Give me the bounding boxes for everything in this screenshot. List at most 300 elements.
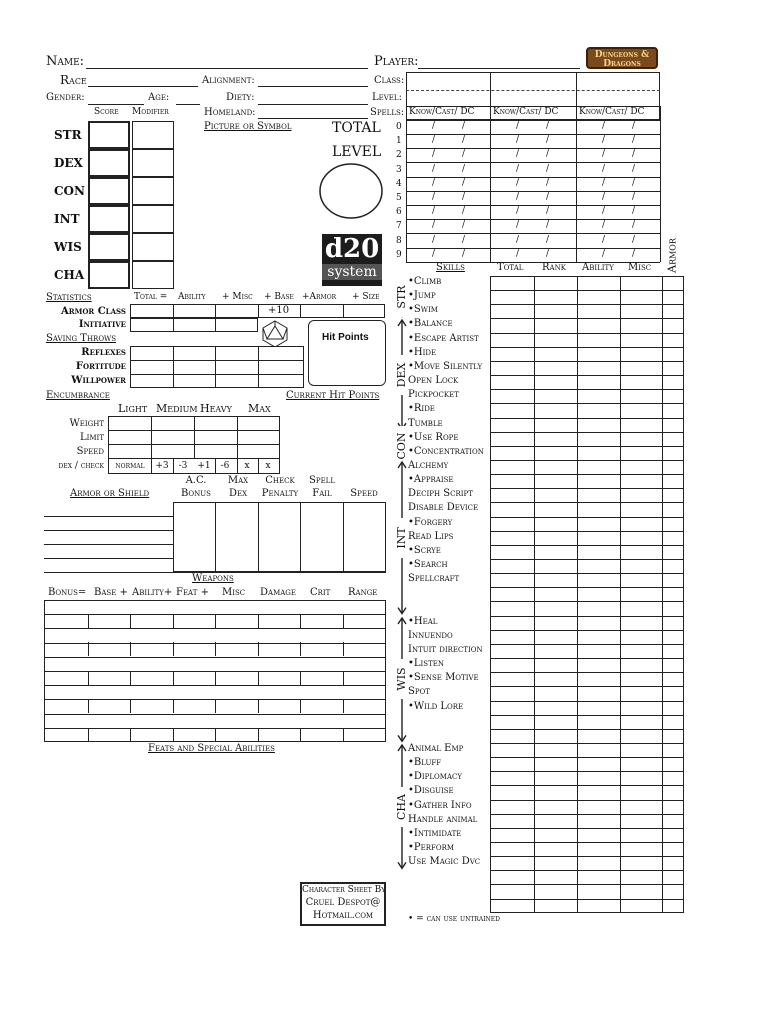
weapon-divider bbox=[88, 728, 89, 742]
skill-item: •Listen bbox=[408, 658, 445, 670]
enc-col-medium: Medium bbox=[156, 402, 198, 415]
skills-row-line bbox=[490, 587, 684, 588]
armor-col-speed: Speed bbox=[350, 488, 378, 499]
spell-slash: / bbox=[632, 149, 636, 160]
skills-row-line bbox=[490, 842, 684, 843]
skills-divider bbox=[577, 276, 578, 913]
credit-box bbox=[300, 882, 386, 926]
enc-row-limit: Limit bbox=[79, 432, 104, 443]
weapon-divider bbox=[215, 728, 216, 742]
skill-item: Pickpocket bbox=[408, 389, 459, 401]
skills-row-line bbox=[490, 884, 684, 885]
spell-slash: / bbox=[462, 206, 466, 217]
spell-level-8: 8 bbox=[396, 235, 402, 246]
player-line[interactable] bbox=[418, 68, 580, 69]
gender-label: Gender: bbox=[46, 92, 85, 103]
spell-slash: / bbox=[432, 192, 436, 202]
skills-row-line bbox=[490, 686, 684, 687]
spell-level-3: 3 bbox=[396, 164, 402, 175]
armor-col-spell-1: Spell bbox=[309, 475, 335, 486]
spells-col3-header: Know/Cast/ DC bbox=[579, 107, 645, 117]
weapon-divider bbox=[173, 642, 174, 656]
weapon-divider bbox=[258, 642, 259, 656]
weapon-col-header: Bonus= bbox=[48, 587, 87, 598]
skills-col-ability: Ability bbox=[582, 262, 614, 273]
skill-item: Use Magic Dvc bbox=[408, 856, 481, 868]
skills-row-line bbox=[490, 729, 684, 730]
skill-item: •Wild Lore bbox=[408, 700, 464, 712]
weapon-divider bbox=[343, 728, 344, 742]
enc-col-light: Light bbox=[118, 402, 148, 415]
weapon-col-header: Feat + bbox=[176, 587, 209, 598]
ability-label-dex: DEX bbox=[54, 156, 83, 170]
skills-col-rank: Rank bbox=[542, 262, 566, 273]
skills-row-line bbox=[490, 800, 684, 801]
ability-modifier-cha[interactable] bbox=[132, 261, 174, 289]
spell-slash: / bbox=[432, 163, 436, 174]
modifier-header: Modifier bbox=[132, 107, 169, 117]
spell-slash: / bbox=[516, 248, 520, 259]
spell-slash: / bbox=[546, 121, 550, 131]
weapon-divider bbox=[258, 614, 259, 628]
spell-slash: / bbox=[462, 234, 466, 245]
skills-row-line bbox=[490, 545, 684, 546]
spell-slash: / bbox=[602, 135, 606, 146]
spell-row-line bbox=[406, 248, 660, 249]
skill-item: Alchemy bbox=[408, 459, 449, 471]
armor-divider bbox=[343, 502, 344, 572]
skill-item: •Gather Info bbox=[408, 799, 472, 811]
spell-slash: / bbox=[546, 234, 550, 245]
weapons-label: Weapons bbox=[192, 573, 234, 584]
weapon-divider bbox=[130, 642, 131, 656]
skills-row-line bbox=[490, 672, 684, 673]
skills-row-line bbox=[490, 361, 684, 362]
ability-label-con: CON bbox=[54, 184, 85, 198]
skills-row-line bbox=[490, 856, 684, 857]
skill-item: •Ride bbox=[408, 403, 435, 415]
skill-item: •Scrye bbox=[408, 544, 441, 556]
weapon-divider bbox=[88, 614, 89, 628]
enc-col-max: Max bbox=[248, 402, 271, 415]
spell-slash: / bbox=[462, 220, 466, 231]
skill-item: •Appraise bbox=[408, 474, 454, 486]
saving-throws-label: Saving Throws bbox=[46, 333, 117, 344]
race-label: Race bbox=[60, 73, 87, 87]
save-reflexes-label: Reflexes bbox=[81, 347, 126, 358]
skills-label: Skills bbox=[436, 262, 465, 273]
skills-row-line bbox=[490, 389, 684, 390]
spell-slash: / bbox=[516, 192, 520, 202]
ability-score-cha[interactable] bbox=[88, 261, 130, 289]
ability-label-str: STR bbox=[54, 128, 82, 142]
stat-col-misc: + Misc bbox=[222, 292, 253, 302]
credit-line-1: Character Sheet By bbox=[302, 885, 386, 895]
spell-slash: / bbox=[546, 149, 550, 160]
enc-row-weight: Weight bbox=[69, 418, 104, 429]
current-hp-label: Current Hit Points bbox=[286, 390, 380, 401]
skills-row-line bbox=[490, 616, 684, 617]
spell-slash: / bbox=[516, 234, 520, 245]
skill-item: Tumble bbox=[408, 417, 443, 429]
skills-row-line bbox=[490, 743, 684, 744]
skill-ability-label-con: CON bbox=[396, 426, 408, 466]
spells-col1-header: Know/Cast/ DC bbox=[409, 107, 475, 117]
skills-divider bbox=[662, 276, 663, 913]
spell-slash: / bbox=[432, 220, 436, 231]
skill-item: Intuit direction bbox=[408, 643, 483, 655]
spell-slash: / bbox=[462, 135, 466, 146]
spell-slash: / bbox=[432, 135, 436, 146]
spell-slash: / bbox=[632, 192, 636, 202]
total-level-circle[interactable] bbox=[318, 162, 384, 220]
weapon-divider bbox=[173, 671, 174, 685]
ability-label-int: INT bbox=[54, 212, 80, 226]
enc-check-value: x bbox=[265, 461, 271, 471]
spell-slash: / bbox=[432, 248, 436, 259]
skills-row-line bbox=[490, 432, 684, 433]
spell-slash: / bbox=[632, 177, 636, 188]
enc-check-value: -3 bbox=[178, 461, 188, 471]
spell-slash: / bbox=[602, 248, 606, 259]
spell-slash: / bbox=[516, 149, 520, 160]
ability-score-con[interactable] bbox=[88, 177, 130, 205]
race-line[interactable] bbox=[88, 86, 198, 87]
spell-level-4: 4 bbox=[396, 178, 402, 189]
save-willpower-label: Willpower bbox=[71, 375, 126, 386]
skill-item: •Use Rope bbox=[408, 431, 459, 443]
weapon-divider bbox=[300, 642, 301, 656]
spell-slash: / bbox=[462, 163, 466, 174]
picture-label: Picture or Symbol bbox=[204, 121, 292, 132]
enc-divider bbox=[215, 458, 216, 474]
skills-row-line bbox=[490, 531, 684, 532]
weapon-row-line bbox=[44, 685, 386, 686]
credit-line-2: Cruel Despot@ bbox=[305, 897, 381, 908]
skill-item: •Disguise bbox=[408, 785, 454, 797]
armor-stats-box[interactable] bbox=[173, 502, 386, 572]
skills-row-line bbox=[490, 814, 684, 815]
skills-row-line bbox=[490, 701, 684, 702]
armor-divider bbox=[300, 502, 301, 572]
stat-col-total: Total = bbox=[134, 292, 168, 302]
spell-slash: / bbox=[516, 163, 520, 174]
spell-slash: / bbox=[602, 192, 606, 202]
dnd-logo bbox=[586, 47, 658, 69]
spell-row-line bbox=[406, 233, 660, 234]
spell-row-line bbox=[406, 148, 660, 149]
weapon-divider bbox=[300, 614, 301, 628]
armor-col-maxdex-1: Max bbox=[227, 475, 249, 486]
weapon-divider bbox=[215, 642, 216, 656]
spell-slash: / bbox=[632, 121, 636, 131]
weapon-divider bbox=[173, 614, 174, 628]
gender-line[interactable] bbox=[88, 104, 144, 105]
skills-row-line bbox=[490, 446, 684, 447]
skill-item: •Move Silently bbox=[408, 360, 483, 372]
armor-divider bbox=[215, 502, 216, 572]
ability-modifier-str[interactable] bbox=[132, 121, 174, 149]
statistics-label: Statistics bbox=[46, 292, 92, 303]
spell-slash: / bbox=[516, 206, 520, 217]
save-fortitude-label: Fortitude bbox=[75, 361, 126, 372]
weapon-divider bbox=[343, 614, 344, 628]
spells-label: Spells: bbox=[370, 107, 405, 118]
skills-row-line bbox=[490, 658, 684, 659]
age-label: Age: bbox=[148, 92, 170, 103]
alignment-line[interactable] bbox=[258, 86, 368, 87]
skills-row-line bbox=[490, 347, 684, 348]
skills-table[interactable] bbox=[490, 276, 684, 913]
spell-row-line bbox=[406, 219, 660, 220]
skills-row-line bbox=[490, 418, 684, 419]
homeland-line[interactable] bbox=[258, 118, 368, 119]
spell-slash: / bbox=[462, 177, 466, 188]
spell-slash: / bbox=[462, 121, 466, 131]
skills-row-line bbox=[490, 502, 684, 503]
d20-die-icon bbox=[262, 320, 288, 348]
skills-row-line bbox=[490, 474, 684, 475]
weapon-divider bbox=[343, 671, 344, 685]
skills-row-line bbox=[490, 318, 684, 319]
stat-col-ability: Ability bbox=[178, 292, 206, 302]
armor-col-maxdex-2: Dex bbox=[228, 488, 248, 499]
spell-slash: / bbox=[632, 248, 636, 259]
ability-label-cha: CHA bbox=[54, 268, 85, 282]
weapon-divider bbox=[130, 728, 131, 742]
enc-col-heavy: Heavy bbox=[200, 402, 232, 415]
spell-slash: / bbox=[602, 177, 606, 188]
weapon-divider bbox=[88, 642, 89, 656]
skill-ability-label-dex: DEX bbox=[396, 355, 408, 395]
spell-level-0: 0 bbox=[396, 122, 402, 132]
enc-check-value: +1 bbox=[197, 461, 211, 471]
spell-slash: / bbox=[462, 192, 466, 202]
armor-col-check-2: Penalty bbox=[261, 488, 299, 499]
spell-level-1: 1 bbox=[396, 136, 402, 147]
skill-item: •Bluff bbox=[408, 757, 442, 769]
skills-col-total: Total bbox=[497, 262, 524, 273]
armor-label: Armor or Shield bbox=[70, 488, 150, 499]
spell-slash: / bbox=[462, 149, 466, 160]
hit-points-label: Hit Points bbox=[322, 332, 369, 343]
spells-col2-header: Know/Cast/ DC bbox=[493, 107, 559, 117]
skills-row-line bbox=[490, 460, 684, 461]
skill-item: Innuendo bbox=[408, 629, 453, 641]
ability-modifier-wis[interactable] bbox=[132, 233, 174, 261]
skill-item: •Forgery bbox=[408, 516, 453, 528]
weapon-row-line bbox=[44, 714, 386, 715]
weapon-divider bbox=[343, 699, 344, 713]
total-level-label-1: TOTAL bbox=[332, 120, 381, 136]
ability-modifier-dex[interactable] bbox=[132, 149, 174, 177]
spell-row-line bbox=[406, 205, 660, 206]
spell-row-line bbox=[406, 177, 660, 178]
alignment-label: Alignment: bbox=[202, 75, 255, 86]
weapon-col-header: Base + bbox=[94, 587, 128, 598]
skills-col-armor: Armor bbox=[665, 238, 679, 273]
spell-row-line bbox=[406, 191, 660, 192]
skills-row-line bbox=[490, 757, 684, 758]
skill-ability-label-str: STR bbox=[396, 277, 408, 317]
enc-check-value: normal bbox=[115, 461, 145, 471]
name-line[interactable] bbox=[86, 68, 368, 69]
spell-slash: / bbox=[602, 220, 606, 231]
skills-row-line bbox=[490, 304, 684, 305]
weapon-divider bbox=[343, 642, 344, 656]
weapon-divider bbox=[173, 728, 174, 742]
weapon-divider bbox=[130, 614, 131, 628]
weapon-col-header: Crit bbox=[310, 587, 331, 598]
skills-divider bbox=[534, 276, 535, 913]
skill-item: Animal Emp bbox=[408, 742, 464, 754]
name-label: Name: bbox=[46, 54, 85, 69]
spell-slash: / bbox=[632, 163, 636, 174]
ability-label-wis: WIS bbox=[54, 240, 82, 254]
armor-divider bbox=[258, 502, 259, 572]
class-label: Class: bbox=[374, 75, 405, 86]
total-level-label-2: LEVEL bbox=[332, 144, 382, 160]
skill-item: Open Lock bbox=[408, 375, 459, 387]
spell-row-line bbox=[406, 134, 660, 135]
weapon-divider bbox=[300, 671, 301, 685]
enc-divider bbox=[173, 458, 174, 474]
weapon-col-header: Ability+ bbox=[132, 587, 173, 598]
skills-row-line bbox=[490, 290, 684, 291]
saving-throws-grid[interactable] bbox=[130, 346, 304, 388]
skills-row-line bbox=[490, 333, 684, 334]
weapon-divider bbox=[215, 614, 216, 628]
initiative-label: Initiative bbox=[78, 319, 126, 330]
homeland-label: Homeland: bbox=[204, 107, 256, 118]
skill-item: Spot bbox=[408, 686, 430, 698]
ability-score-int[interactable] bbox=[88, 205, 130, 233]
spell-slash: / bbox=[462, 248, 466, 259]
skill-item: •Swim bbox=[408, 304, 438, 316]
age-line[interactable] bbox=[176, 104, 200, 105]
ability-modifier-con[interactable] bbox=[132, 177, 174, 205]
skill-item: •Balance bbox=[408, 318, 453, 330]
skill-item: •Jump bbox=[408, 290, 436, 302]
spell-slash: / bbox=[602, 234, 606, 245]
spell-slash: / bbox=[546, 163, 550, 174]
weapon-col-header: Range bbox=[348, 587, 378, 598]
spell-slash: / bbox=[432, 206, 436, 217]
spell-slash: / bbox=[546, 135, 550, 146]
spell-level-5: 5 bbox=[396, 193, 402, 203]
skills-row-line bbox=[490, 403, 684, 404]
skills-row-line bbox=[490, 899, 684, 900]
spell-slash: / bbox=[516, 177, 520, 188]
skill-item: •Climb bbox=[408, 276, 442, 287]
encumbrance-label: Encumbrance bbox=[46, 390, 110, 401]
skill-item: •Concentration bbox=[408, 445, 484, 457]
weapon-divider bbox=[258, 671, 259, 685]
ability-score-str[interactable] bbox=[88, 121, 130, 149]
skill-item: •Heal bbox=[408, 615, 438, 627]
weapon-divider bbox=[130, 699, 131, 713]
ability-score-wis[interactable] bbox=[88, 233, 130, 261]
skill-ability-label-wis: WIS bbox=[396, 659, 408, 699]
untrained-footnote: • = can use untrained bbox=[408, 914, 500, 924]
stat-col-size: + Size bbox=[352, 292, 380, 302]
ability-modifier-int[interactable] bbox=[132, 205, 174, 233]
skill-item: Read Lips bbox=[408, 530, 454, 542]
skills-row-line bbox=[490, 870, 684, 871]
d20-system-logo bbox=[322, 234, 382, 286]
ability-score-dex[interactable] bbox=[88, 149, 130, 177]
spell-level-6: 6 bbox=[396, 207, 402, 218]
weapon-divider bbox=[215, 699, 216, 713]
skill-item: Handle animal bbox=[408, 813, 478, 825]
spell-slash: / bbox=[546, 248, 550, 259]
stat-col-base: + Base bbox=[264, 292, 294, 302]
initiative-row[interactable] bbox=[130, 318, 258, 332]
score-header: Score bbox=[94, 107, 119, 117]
skill-item: Spellcraft bbox=[408, 573, 460, 585]
spell-slash: / bbox=[432, 177, 436, 188]
skills-row-line bbox=[490, 573, 684, 574]
spell-slash: / bbox=[602, 121, 606, 131]
skills-row-line bbox=[490, 517, 684, 518]
skill-item: •Escape Artist bbox=[408, 332, 479, 344]
weapon-divider bbox=[300, 728, 301, 742]
spell-slash: / bbox=[602, 149, 606, 160]
hit-points-box[interactable] bbox=[308, 320, 386, 386]
skills-row-line bbox=[490, 785, 684, 786]
spell-row-line bbox=[406, 162, 660, 163]
player-label: Player: bbox=[374, 54, 419, 69]
skill-item: Deciph Script bbox=[408, 488, 473, 500]
weapon-divider bbox=[215, 671, 216, 685]
weapon-row-line bbox=[44, 628, 386, 629]
spell-slash: / bbox=[546, 177, 550, 188]
logo-text: Dungeons & Dragons bbox=[594, 50, 650, 69]
skill-item: •Sense Motive bbox=[408, 672, 479, 684]
ac-base-value: +10 bbox=[268, 305, 290, 316]
weapon-divider bbox=[88, 699, 89, 713]
skill-item: •Intimidate bbox=[408, 827, 462, 839]
enc-check-value: -6 bbox=[220, 461, 230, 471]
armor-col-ac-1: A.C. bbox=[185, 475, 207, 486]
skills-row-line bbox=[490, 601, 684, 602]
skill-ability-label-cha: CHA bbox=[396, 787, 408, 827]
spell-slash: / bbox=[516, 121, 520, 131]
weapon-col-header: Misc bbox=[222, 587, 246, 598]
weapon-divider bbox=[88, 671, 89, 685]
stat-col-armor: +Armor bbox=[302, 292, 337, 302]
weapon-divider bbox=[258, 699, 259, 713]
skills-row-line bbox=[490, 488, 684, 489]
skills-row-line bbox=[490, 715, 684, 716]
enc-row-dex-check: dex / check bbox=[58, 461, 104, 471]
spell-slash: / bbox=[602, 206, 606, 217]
skills-row-line bbox=[490, 559, 684, 560]
weapon-row-line bbox=[44, 657, 386, 658]
skills-row-line bbox=[490, 375, 684, 376]
weapon-divider bbox=[173, 699, 174, 713]
spell-slash: / bbox=[432, 121, 436, 131]
d20-logo-main: d20 bbox=[324, 234, 380, 264]
skills-col-misc: Misc bbox=[628, 262, 652, 273]
skills-row-line bbox=[490, 828, 684, 829]
skill-item: •Search bbox=[408, 559, 448, 570]
armor-class-label: Armor Class bbox=[61, 306, 126, 317]
diety-line[interactable] bbox=[258, 104, 368, 105]
spell-slash: / bbox=[546, 220, 550, 231]
spell-level-7: 7 bbox=[396, 221, 402, 232]
spell-slash: / bbox=[546, 206, 550, 217]
